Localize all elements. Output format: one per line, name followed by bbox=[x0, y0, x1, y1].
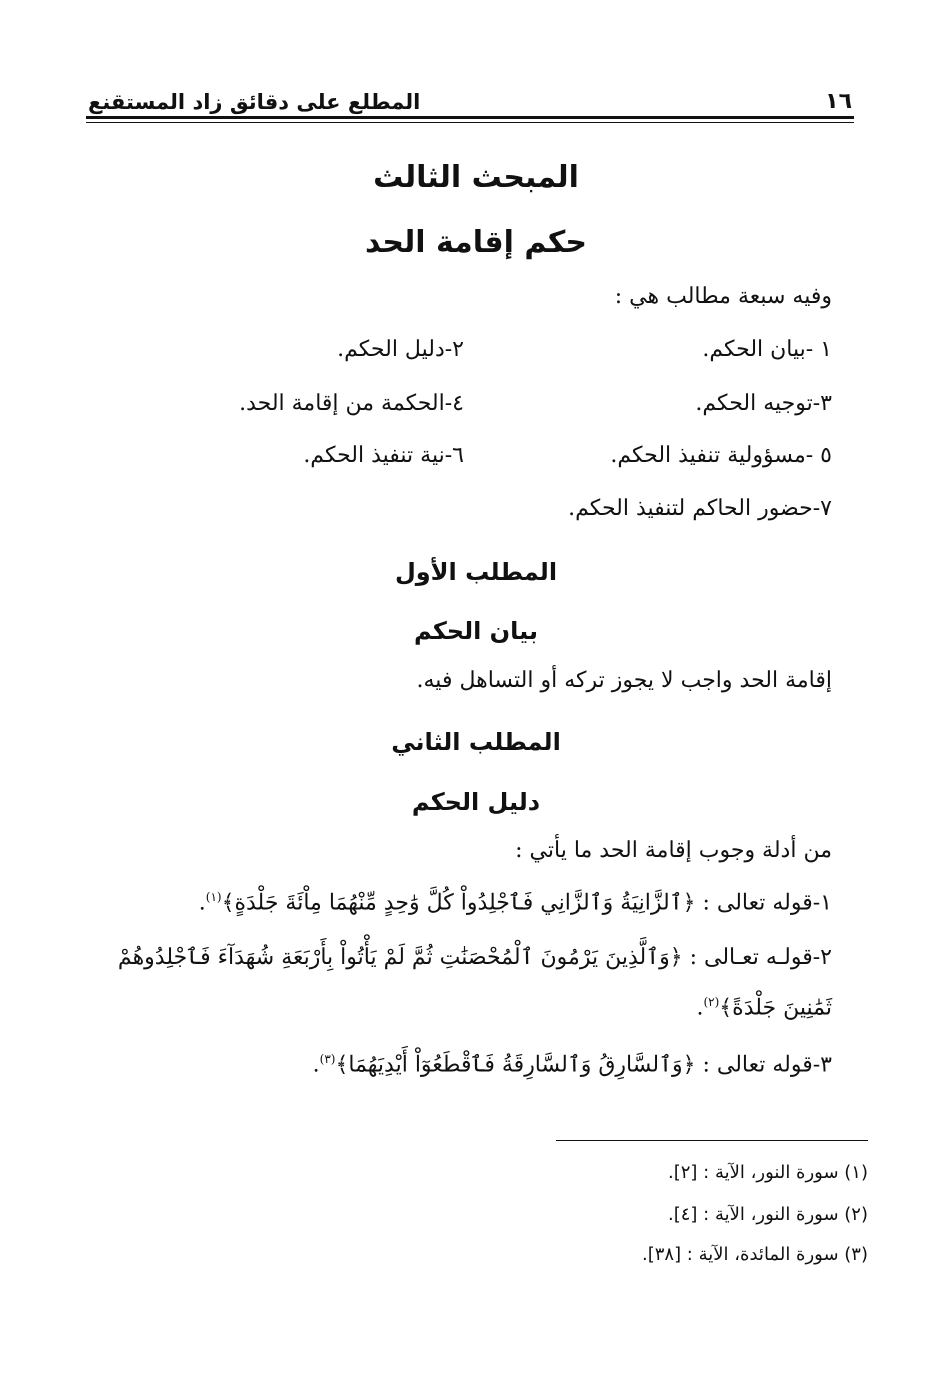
evidence-text: ٢-قولـه تعـالى : ﴿وَٱلَّذِينَ يَرْمُونَ ٱلْمُحْصَنَٰتِ ثُمَّ لَمْ يَأْتُواْ بِأَرْبَعَةِ شُهَدَآءَ فَٱجْلِدُوهُمْ bbox=[117, 945, 832, 970]
list-item: ٧-حضور الحاكم لتنفيذ الحكم. bbox=[568, 496, 832, 521]
chapter-heading: المبحث الثالث bbox=[373, 160, 579, 195]
evidence-item-continued bbox=[696, 995, 832, 1020]
evidence-end: . bbox=[198, 890, 206, 916]
section-heading: المطلب الثاني bbox=[391, 728, 561, 756]
list-item: ٣-توجيه الحكم. bbox=[695, 391, 832, 416]
evidence-end: . bbox=[696, 995, 704, 1021]
footnote-rule bbox=[556, 1140, 868, 1141]
chapter-title: حكم إقامة الحد bbox=[365, 225, 587, 260]
list-item: ٦-نية تنفيذ الحكم. bbox=[303, 443, 464, 468]
ruling-text: إقامة الحد واجب لا يجوز تركه أو التساهل فيه. bbox=[416, 668, 832, 693]
section-heading: المطلب الأول bbox=[394, 558, 558, 586]
list-item: ٤-الحكمة من إقامة الحد. bbox=[239, 391, 464, 416]
section-title: بيان الحكم bbox=[414, 617, 538, 645]
section-title: دليل الحكم bbox=[411, 788, 541, 816]
list-item: ١ -بيان الحكم. bbox=[702, 337, 832, 362]
footnote: (٢) سورة النور، الآية : [٤]. bbox=[668, 1204, 868, 1225]
running-title: المطلع على دقائق زاد المستقنع bbox=[88, 90, 421, 114]
evidence-text: ثَمَٰنِينَ جَلْدَةً﴾ bbox=[719, 995, 832, 1021]
footnote-ref: (٢) bbox=[703, 995, 720, 1009]
evidence-text: ٣-قوله تعالى : ﴿وَٱلسَّارِقُ وَٱلسَّارِقَةُ فَٱقْطَعُوٓاْ أَيْدِيَهُمَا﴾ bbox=[335, 1052, 832, 1078]
intro-line: وفيه سبعة مطالب هي : bbox=[614, 284, 832, 309]
page-header bbox=[88, 76, 852, 114]
page-number: ١٦ bbox=[825, 89, 852, 114]
list-item: ٥ -مسؤولية تنفيذ الحكم. bbox=[610, 443, 832, 468]
evidence-item bbox=[100, 945, 832, 970]
evidence-intro: من أدلة وجوب إقامة الحد ما يأتي : bbox=[515, 838, 832, 863]
evidence-end: . bbox=[312, 1052, 320, 1078]
footnote-ref: (٣) bbox=[319, 1052, 336, 1066]
list-item: ٢-دليل الحكم. bbox=[337, 337, 464, 362]
header-rule-thin bbox=[86, 122, 854, 123]
footnote: (٣) سورة المائدة، الآية : [٣٨]. bbox=[641, 1244, 868, 1265]
evidence-item bbox=[199, 890, 832, 915]
footnote: (١) سورة النور، الآية : [٢]. bbox=[668, 1162, 868, 1183]
evidence-text: ١-قوله تعالى : ﴿ٱلزَّانِيَةُ وَٱلزَّانِي فَٱجْلِدُواْ كُلَّ وَٰحِدٍ مِّنْهُمَا مِاْئَةَ جَلْدَةٍ﴾ bbox=[221, 890, 832, 916]
evidence-item bbox=[313, 1052, 832, 1077]
header-rule-thick bbox=[86, 116, 854, 119]
footnote-ref: (١) bbox=[205, 890, 222, 904]
